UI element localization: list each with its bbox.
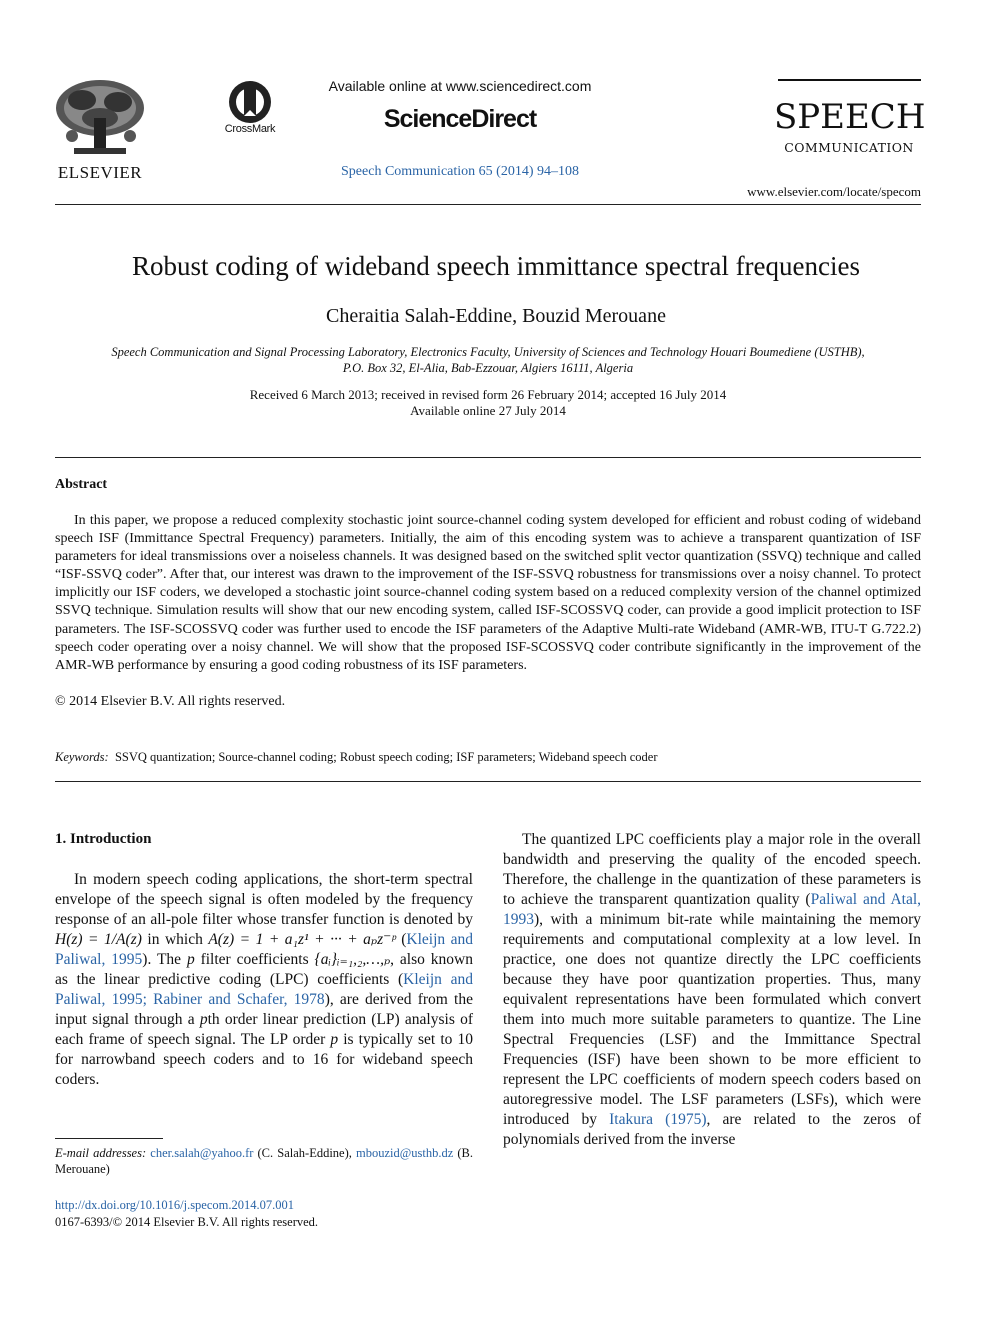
equation-transfer-function: H(z) = 1/A(z) xyxy=(55,931,142,948)
email-label: E-mail addresses: xyxy=(55,1146,147,1160)
variable-p: p xyxy=(330,1031,339,1048)
dates-received: Received 6 March 2013; received in revised form 26 February 2014; accepted 16 July 2014 xyxy=(249,387,727,402)
available-online-text: Available online at www.sciencedirect.com xyxy=(328,78,592,94)
body-top-divider xyxy=(55,781,921,782)
journal-logo-rule xyxy=(778,79,921,81)
header-divider xyxy=(55,204,921,205)
journal-logo-speech: SPEECH xyxy=(774,97,926,137)
section-heading-introduction: 1. Introduction xyxy=(55,831,152,847)
text-run: in which xyxy=(141,931,209,948)
doi-link[interactable]: http://dx.doi.org/10.1016/j.specom.2014.07.001 xyxy=(55,1198,295,1212)
email-link[interactable]: cher.salah@yahoo.fr xyxy=(150,1146,254,1160)
keywords-text: SSVQ quantization; Source-channel coding; Robust speech coding; ISF parameters; Wideband speech coder xyxy=(114,750,658,764)
abstract-top-divider xyxy=(55,457,921,458)
journal-logo-communication: COMMUNICATION xyxy=(784,140,914,155)
variable-p: p xyxy=(199,1011,208,1028)
variable-p: p xyxy=(186,951,195,968)
publisher-name: ELSEVIER xyxy=(57,163,143,182)
text-run: , also known as the linear predictive coding (LPC) coefficients ( xyxy=(55,951,473,988)
text-run: ). The xyxy=(142,951,187,968)
citation-link[interactable]: Kleijn and Paliwal, 1995 xyxy=(55,931,474,968)
equation-coefficient-set: {aᵢ}ᵢ₌₁,₂,…,ₚ xyxy=(314,951,391,968)
text-run: The quantized LPC coefficients play a major role in the overall bandwidth and preserving the quality of the encoded speech. Therefore, the challenge in the quantization of these parameters is to achieve the transparent quantization quality ( xyxy=(503,831,921,908)
issn-copyright: 0167-6393/© 2014 Elsevier B.V. All rights reserved. xyxy=(55,1215,319,1229)
journal-url[interactable]: www.elsevier.com/locate/specom xyxy=(747,184,921,199)
abstract-copyright: © 2014 Elsevier B.V. All rights reserved. xyxy=(55,694,286,709)
abstract-heading: Abstract xyxy=(55,477,108,492)
affiliation-line-2: P.O. Box 32, El-Alia, Bab-Ezzouar, Algiers 16111, Algeria xyxy=(342,361,634,375)
article-dates xyxy=(55,387,921,419)
email-owner: (B. Merouane) xyxy=(55,1146,474,1176)
equation-polynomial: A(z) = 1 + a₁z¹ + ··· + aₚz⁻ᵖ xyxy=(208,931,396,948)
footnote-emails xyxy=(55,1145,473,1177)
text-run: In modern speech coding applications, the short-term spectral envelope of the speech signal is often modeled by the frequency response of an all-pole filter whose transfer function is denoted by xyxy=(55,871,473,928)
intro-paragraph-1 xyxy=(55,870,473,1090)
text-run: ), with a minimum bit-rate while maintaining the memory requirements and computational complexity at a low level. In practice, one does not quantize directly the LPC coefficients because they have poor quantization properties. Thus, many equivalent representations have been formulated which convert them into much more suitable parameters to quantize. The Line Spectral Frequencies (LSF) and the Immittance Spectral Frequencies (ISF) have been shown to be more efficient to represent the LPC coefficients of modern speech coders based on autoregressive model. The LSF parameters (LSFs), which were introduced by xyxy=(503,911,921,1128)
dates-available: Available online 27 July 2014 xyxy=(410,403,566,418)
text-run: filter coefficients xyxy=(194,951,315,968)
text-run: is typically set to 10 for narrowband speech coders and to 16 for wideband speech coders. xyxy=(55,1031,473,1088)
affiliation-line-1: Speech Communication and Signal Processing Laboratory, Electronics Faculty, University of Sciences and Technology Houari Boumediene (USTHB), xyxy=(111,345,865,359)
affiliation xyxy=(55,344,921,376)
sciencedirect-logo-text: ScienceDirect xyxy=(383,105,537,133)
keywords xyxy=(55,750,921,765)
email-link[interactable]: mbouzid@usthb.dz xyxy=(356,1146,454,1160)
article-authors: Cheraitia Salah-Eddine, Bouzid Merouane xyxy=(326,305,666,327)
citation-link[interactable]: Kleijn and Paliwal, 1995; Rabiner and Schafer, 1978 xyxy=(55,971,474,1008)
intro-paragraph-2 xyxy=(503,830,921,1150)
footnote-rule xyxy=(55,1138,163,1139)
text-run: th order linear prediction (LP) analysis of each frame of speech signal. The LP order xyxy=(55,1011,473,1048)
text-run: , are related to the zeros of polynomials derived from the inverse xyxy=(503,1111,921,1148)
email-owner: (C. Salah-Eddine), xyxy=(253,1146,356,1160)
crossmark-label: CrossMark xyxy=(224,123,276,135)
citation-link[interactable]: Paliwal and Atal, 1993 xyxy=(503,891,922,928)
article-title: Robust coding of wideband speech immittance spectral frequencies xyxy=(131,251,860,281)
abstract-text: In this paper, we propose a reduced complexity stochastic joint source-channel coding system developed for efficient and robust coding of wideband speech ISF (Immittance Spectral Frequency) parameters. Initially, the aim of this encoding system was to achieve a transparent quantization of ISF parameters for ideal transmissions over a noiseless channels. It was designed based on the switched split vector quantization (SSVQ) technique and called “ISF-SSVQ coder”. After that, our interest was drawn to the improvement of the ISF-SSVQ robustness for transmissions over a noisy channel. To protect implicitly our ISF coders, we developed a stochastic joint source-channel coding system based on a reduced complexity version of the channel optimized SSVQ technique. Simulation results will show that our new encoding system, called ISF-SCOSSVQ coder, can provide a good implicit protection to ISF parameters. The ISF-SCOSSVQ coder was further used to encode the ISF parameters of the Adaptive Multi-rate Wideband (AMR-WB, ITU-T G.722.2) speech coder operating over a noisy channel. We will show that the proposed ISF-SCOSSVQ coder contribute significantly in the improvement of the AMR-WB performance by ensuring a good coding robustness of its ISF parameters. xyxy=(55,513,921,673)
citation-link[interactable]: Itakura (1975) xyxy=(609,1111,707,1128)
keywords-label: Keywords: xyxy=(55,750,109,764)
journal-reference-link[interactable]: Speech Communication 65 (2014) 94–108 xyxy=(341,164,579,179)
text-run: ( xyxy=(395,931,407,948)
text-run: ), are derived from the input signal through a xyxy=(55,991,473,1028)
